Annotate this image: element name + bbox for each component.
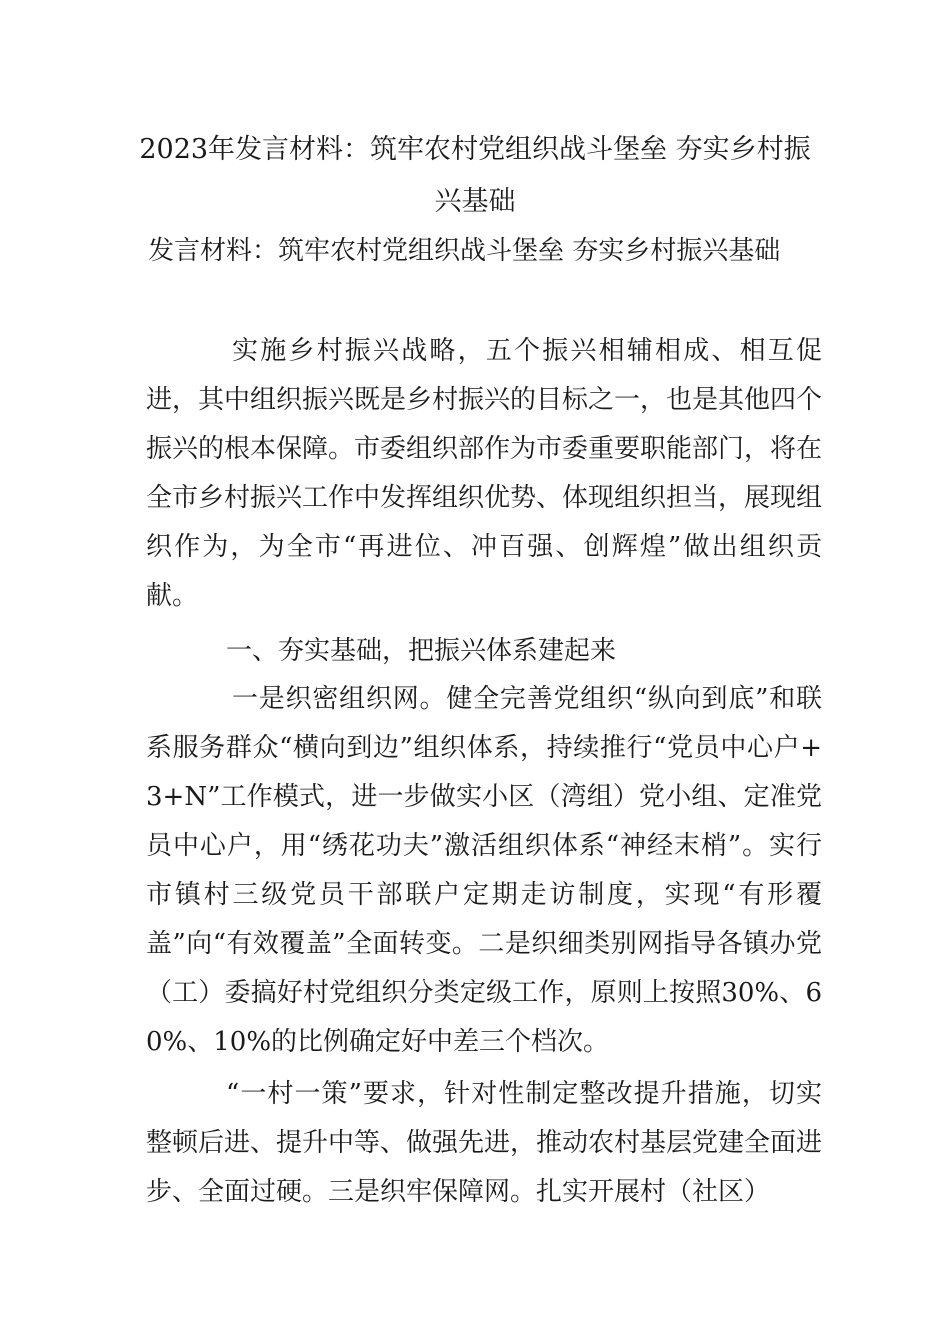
section-heading-1: 一、夯实基础，把振兴体系建起来 <box>226 636 617 666</box>
document-title <box>130 132 820 220</box>
section-1-paragraph: 一是织密组织网。健全完善党组织“纵向到底”和联系服务群众“横向到边”组织体系，持续推行“党员中心户+3+N”工作模式，进一步做实小区（湾组）党小组、定准党员中心户，用“绣花功夫”激活组织体系“神经末梢”。实行市镇村三级党员干部联户定期走访制度，实现“有形覆盖”向“有效覆盖”全面转变。二是织细类别网指导各镇办党（工）委搞好村党组织分类定级工作，原则上按照30%、60%、10%的比例确定好中差三个档次。 <box>146 684 822 1057</box>
section-2-paragraph: “一村一策”要求，针对性制定整改提升措施，切实整顿后进、提升中等、做强先进，推动农村基层党建全面进步、全面过硬。三是织牢保障网。扎实开展村（社区） <box>146 1079 823 1207</box>
intro-paragraph: 实施乡村振兴战略，五个振兴相辅相成、相互促进，其中组织振兴既是乡村振兴的目标之一，也是其他四个振兴的根本保障。市委组织部作为市委重要职能部门，将在全市乡村振兴工作中发挥组织优势、体现组织担当，展现组织作为，为全市“再进位、冲百强、创辉煌”做出组织贡献。 <box>146 336 823 611</box>
document-subtitle: 发言材料：筑牢农村党组织战斗堡垒 夯实乡村振兴基础 <box>148 236 781 266</box>
title-line-1: 2023年发言材料：筑牢农村党组织战斗堡垒 夯实乡村振 <box>139 134 811 165</box>
title-line-2: 兴基础 <box>434 186 516 217</box>
